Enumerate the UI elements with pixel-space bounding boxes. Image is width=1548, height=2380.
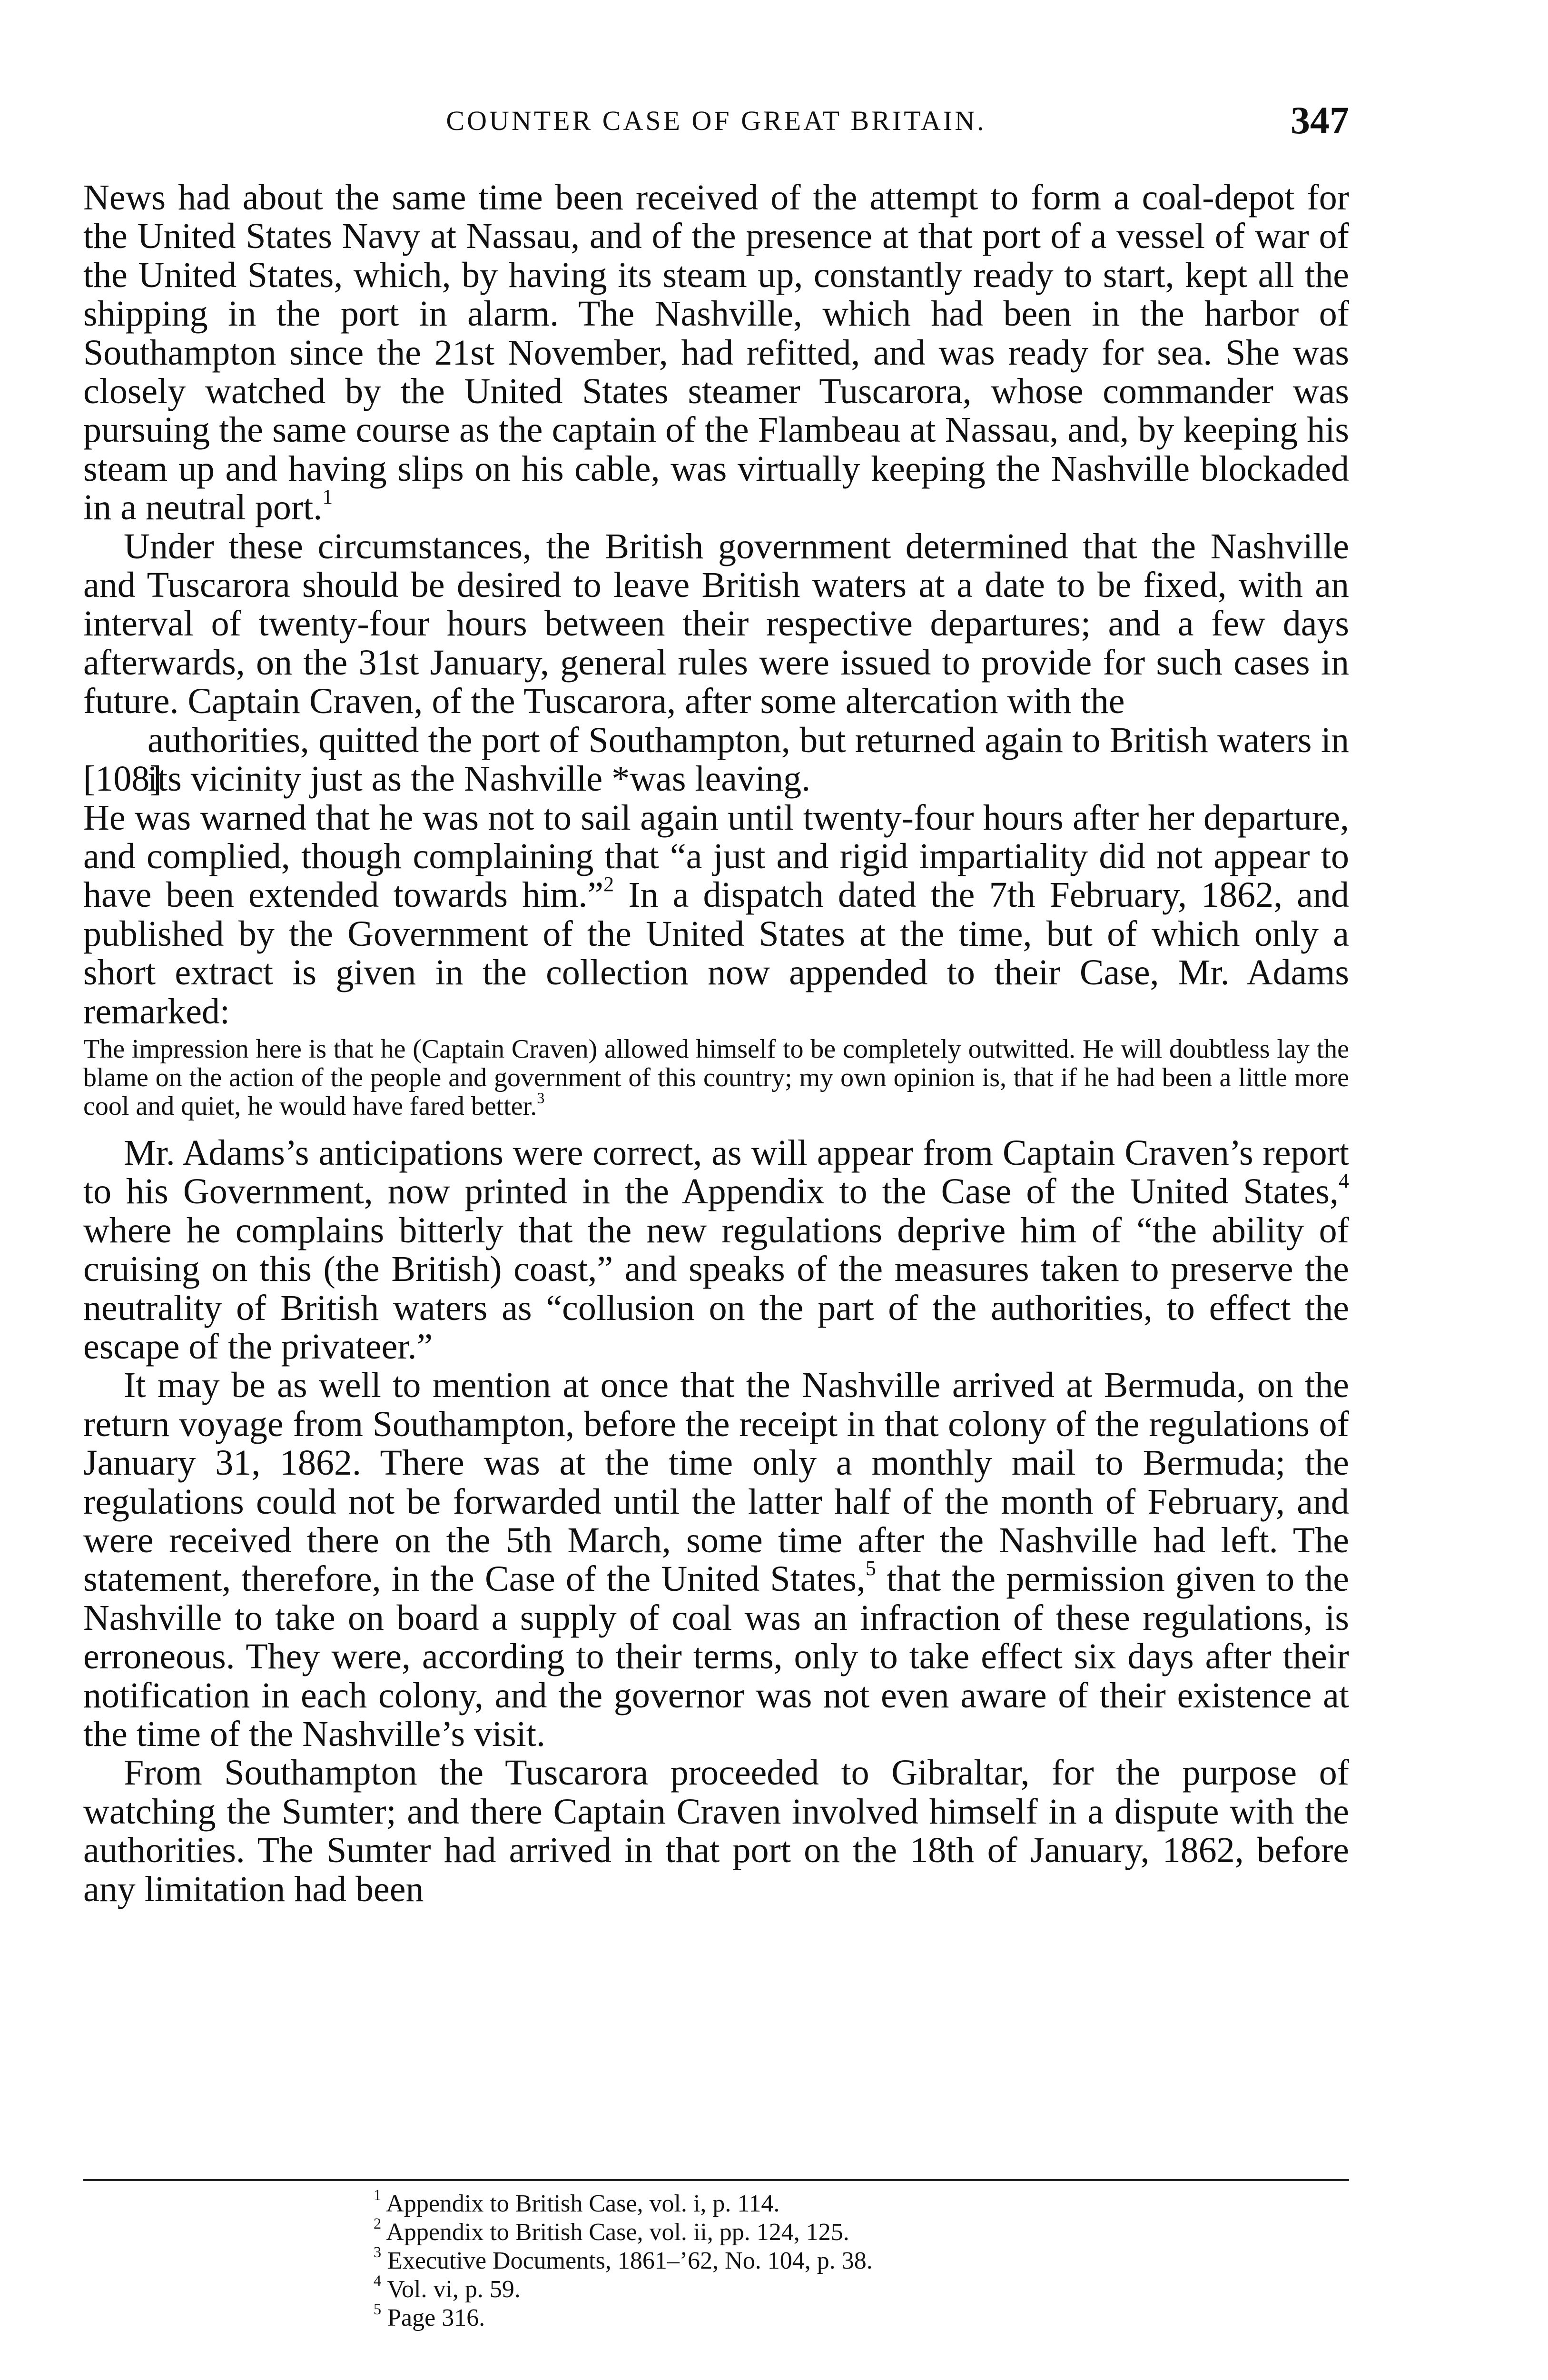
paragraph-3b: He was warned that he was not to sail again until twenty-four hours after her departure, and complied, though complaining that “a just and rigid impartiality did not appear to have been extended towards him.”$^2$ In a dispatch dated the 7th February, 1862, and published by the Government of the United States at the time, but of which only a short extract is given in the collection now appended to their Case, Mr. Adams remarked: [83,797,1349,1031]
footnote: $^4$ Vol. vi, p. 59. [374,2271,521,2303]
footnote: $^2$ Appendix to British Case, vol. ii, pp. 124, 125. [374,2214,849,2246]
paragraph-3-block [83,721,1349,799]
footnote-marker-3: 3 [537,1090,545,1107]
footnote-marker-4: 4 [1338,1169,1349,1193]
paragraph-1: News had about the same time been received of the attempt to form a coal-depot for the United States Navy at Nassau, and of the presence at that port of a vessel of war of the United States, which, by having its steam up, constantly ready to start, kept all the shipping in the port in alarm. The Nashville, which had been in the harbor of Southampton since the 21st November, had refitted, and was ready for sea. She was closely watched by the United States steamer Tuscarora, whose commander was pursuing the same course as the captain of the Flambeau at Nassau, and, by keeping his steam up and having slips on his cable, was virtually keeping the Nashville blockaded in a neutral port.$^1$ [83,178,1349,528]
block-quote: The impression here is that he (Captain Craven) allowed himself to be completely outwitted. He will doubtless lay the blame on the action of the people and government of this country; my own opinion is, that if he had been a little more cool and quiet, he would have fared better.$^3$ [83,1034,1349,1121]
running-title: COUNTER CASE OF GREAT BRITAIN. [446,105,986,136]
paragraph-3a: authorities, quitted the port of Southampton, but returned again to British waters in its vicinity just as the Nashville *was leaving. [148,720,1349,799]
footnote: $^3$ Executive Documents, 1861–’62, No. 104, p. 38. [374,2243,873,2274]
footnotes [374,2186,1230,2332]
footnote: $^1$ Appendix to British Case, vol. i, p. 114. [374,2186,780,2217]
footnote-marker-2: 2 [603,873,614,896]
paragraph-5: It may be as well to mention at once that the Nashville arrived at Bermuda, on the return voyage from Southampton, before the receipt in that colony of the regulations of January 31, 1862. There was at the time only a monthly mail to Bermuda; the regulations could not be forwarded until the latter half of the month of February, and were received there on the 5th March, some time after the Nashville had left. The statement, therefore, in the Case of the United States,$^5$ that the permission given to the Nashville to take on board a supply of coal was an infraction of these regulations, is erroneous. They were, according to their terms, only to take effect six days after their notification in each colony, and the governor was not even aware of their existence at the time of the Nashville’s visit. [83,1365,1349,1755]
paragraph-6: From Southampton the Tuscarora proceeded to Gibraltar, for the purpose of watching the Sumter; and there Captain Craven involved himself in a dispute with the authorities. The Sumter had arrived in that port on the 18th of January, 1862, before any limitation had been [83,1753,1349,1909]
page-header [83,99,1349,162]
paragraph-2: Under these circumstances, the British government determined that the Nashville and Tuscarora should be desired to leave British waters at a date to be fixed, with an interval of twenty-four hours between their respective departures; and a few days afterwards, on the 31st January, general rules were issued to provide for such cases in future. Captain Craven, of the Tuscarora, after some altercation with the [83,526,1349,722]
margin-page-reference: [108] [83,758,162,799]
body-text [83,178,1349,1909]
paragraph-4: Mr. Adams’s anticipations were correct, as will appear from Captain Craven’s report to his Government, now printed in the Appendix to the Case of the United States,$^4$ where he complains bitterly that the new regulations deprive him of “the ability of cruising on this (the British) coast,” and speaks of the measures taken to preserve the neutrality of British waters as “collusion on the part of the authorities, to effect the escape of the privateer.” [83,1132,1349,1367]
footnote: $^5$ Page 316. [374,2300,485,2331]
page-number: 347 [1291,99,1349,142]
document-page [83,0,1349,2380]
footnote-divider [83,2179,1349,2181]
footnote-marker-5: 5 [865,1557,876,1580]
footnote-marker-1: 1 [322,485,333,509]
